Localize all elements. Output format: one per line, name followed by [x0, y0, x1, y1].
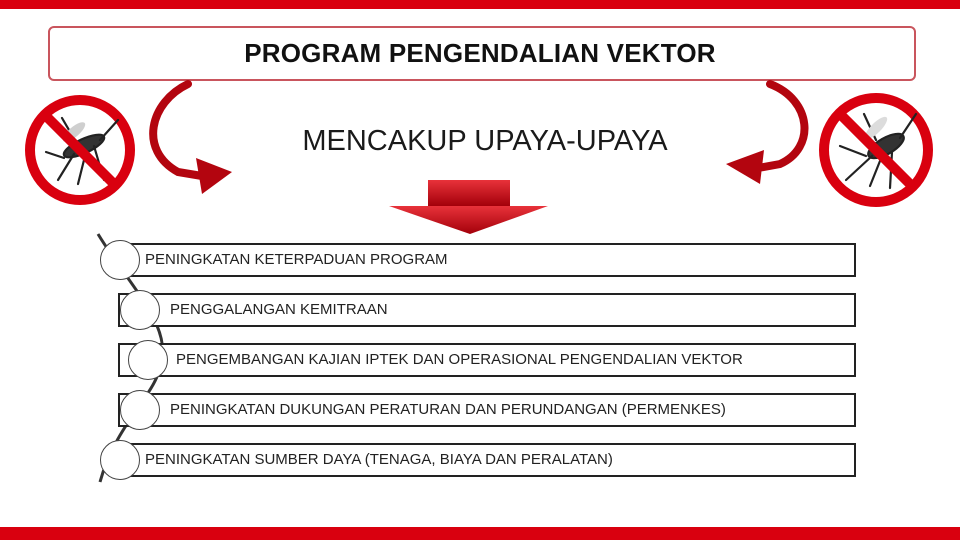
down-arrow-icon [389, 180, 548, 234]
subtitle: MENCAKUP UPAYA-UPAYA [302, 125, 668, 157]
list-bullet-5 [100, 440, 140, 480]
list-item-label-1: PENINGKATAN KETERPADUAN PROGRAM [145, 251, 448, 268]
page-title: PROGRAM PENGENDALIAN VEKTOR [244, 38, 716, 68]
list-bullet-3 [128, 340, 168, 380]
left-curved-arrow-icon [153, 84, 232, 194]
right-curved-arrow-icon [726, 84, 804, 184]
list-bullet-2 [120, 290, 160, 330]
list-item-label-4: PENINGKATAN DUKUNGAN PERATURAN DAN PERUNDANGAN (PERMENKES) [170, 401, 726, 418]
list-bullet-1 [100, 240, 140, 280]
list-item-label-3: PENGEMBANGAN KAJIAN IPTEK DAN OPERASIONAL PENGENDALIAN VEKTOR [176, 351, 743, 368]
list-item-label-2: PENGGALANGAN KEMITRAAN [170, 301, 388, 318]
list-bullet-4 [120, 390, 160, 430]
list-item-label-5: PENINGKATAN SUMBER DAYA (TENAGA, BIAYA DAN PERALATAN) [145, 451, 613, 468]
left-no-mosquito-icon [30, 100, 130, 200]
right-no-mosquito-icon [824, 98, 928, 202]
